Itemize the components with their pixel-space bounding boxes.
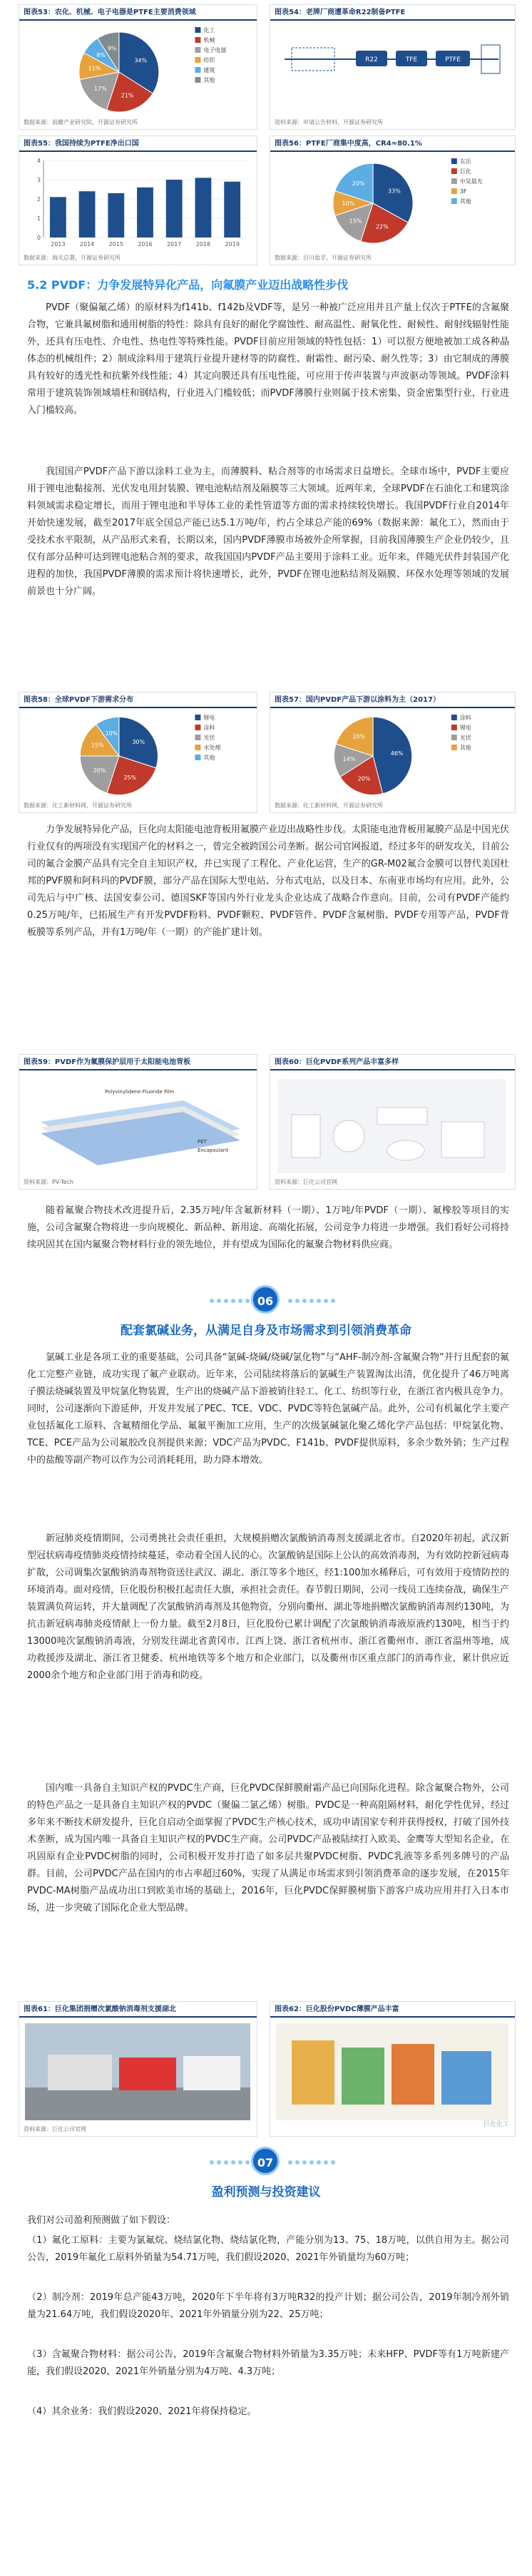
section-heading: 5.2 PVDF：力争发展特异化产品，向氟膜产业迈出战略性步伐 [27,278,349,292]
bar [195,178,212,237]
legend-swatch [195,745,200,750]
donation-trucks-photo [19,2019,257,2126]
pie-chart-ptfe-share [270,153,515,253]
pie-chart-pvdf-china [270,710,515,802]
slice-value-label: 20% [93,767,106,774]
legend-swatch [195,67,200,73]
figure-61 [19,2001,257,2137]
legend-swatch [451,188,457,194]
figure-59 [19,1054,257,1190]
legend-label: 化工 [203,27,215,34]
bar [50,197,66,237]
figure-53 [19,4,257,130]
paragraph: 新冠肺炎疫情期间，公司勇挑社会责任重担，大规模捐赠次氯酸钠消毒剂支援湖北省市。自2020年初起，武汉新型冠状病毒疫情肺炎疫情持续蔓延，牵动着全国人民的心。次氯酸钠是国际上公认的高效消毒剂，为有效防控新冠病毒扩散，公司调集次氯酸钠消毒剂物资送往武汉、湖北、浙江等多个地区，经1:100加水稀释后，可有效用于疫情防控的环境消毒。面对疫情，巨化股份积极扛起责任大旗，承担社会责任。春节假日期间，公司一线员工连续奋战，确保生产装置满负荷运转，并大量调配了次氯酸钠消毒剂及其他物资，分别向衢州、湖北等地捐赠次氯酸钠消毒剂约130吨，为抗击新冠病毒肺炎疫情献上一份力量。截至2月8日，巨化股份已累计调配了次氯酸钠消毒液原液约130吨，相当于约13000吨次氯酸钠消毒液，分别发往湖北省黄冈市、江西上饶、浙江省杭州市、浙江省衢州市、浙江省温州等地，成功救援涉及湖北、浙江省卫健委、杭州地铁等多个地方和企业部门，以及衢州市区重点部门的消毒作业，累计供应近2000余个地方和企业部门用于消毒和防疫。 [27,1533,510,1681]
legend-label: 其他 [203,755,215,761]
legend-label: 其他 [203,77,215,83]
legend-label: 中昊晨光 [459,178,483,185]
legend-swatch [195,37,200,43]
bar [224,182,240,237]
figure-title: 图表55：我国持续为PTFE净出口国 [24,140,139,148]
legend-swatch [451,745,457,750]
legend-label: 其他 [459,745,471,751]
bar [108,193,124,237]
legend-label: 其他 [459,198,471,205]
x-tick-label: 2019 [225,241,240,247]
figure-source: 资料来源：巨化公司官网 [24,2126,86,2132]
bar [166,180,183,237]
bar [137,188,153,237]
figure-56 [270,136,516,265]
figure-title: 图表54：老牌厂商遭革命R22制备PTFE [275,9,406,16]
figure-60 [270,1054,516,1190]
y-tick-label: 0 [36,235,41,241]
figure-source: 数据来源：化工新材料网，开源证券研究所 [24,802,132,809]
bar [79,191,96,237]
figure-title: 图表53：农化、机械、电子电器是PTFE主要消费领域 [24,9,196,16]
y-tick-label: 1 [36,215,41,222]
figure-source: 数据来源：化工新材料网，开源证券研究所 [275,802,383,809]
figure-55 [19,136,257,265]
layer-label: PET [198,1139,207,1145]
legend-swatch [451,735,457,740]
slice-value-label: 11% [88,65,101,72]
paragraph: 随着氟聚合物技术改进提升后，2.35万吨/年含氟新材料（一期）、1万吨/年PVDF（一期）、氟橡胶等项目的实施，公司含氟聚合物将进一步向规模化、新品种、新用途、高端化拓展，公司竞争力将进一步增强。我们看好公司将持续巩固其在国内氟聚合物材料行业的领先地位，并有望成为国际化的氟聚合物材料供应商。 [27,1205,510,1250]
assumption-item: （1）氟化工原料：主要为氯氟烷、烧结氯化物、烧结氯化物，产能分别为13、75、18万吨，以供自用为主。据公司公告，2019年氟化工原料外销量为54.71万吨，我们假设2020、2021年外销量均为60万吨； [27,2235,509,2263]
slice-value-label: 9% [107,45,117,52]
legend-label: 巨化 [459,168,471,175]
figure-source: 资料来源：巨化公司官网 [275,1179,337,1185]
legend-label: 锂电 [459,725,471,731]
step-label: PTFE [445,56,461,63]
legend-label: 光伏 [203,735,215,741]
slice-value-label: 10% [342,200,355,207]
assumption-item: （2）制冷剂：2019年总产能43万吨，2020年下半年将有3万吨R32的投产计划；据公司公告，2019年制冷剂外销量为21.64万吨，我们假设2020年、2021年外销量分别为22、25万吨； [27,2292,509,2320]
figure-source: 数据来源：百川盈孚，开源证券研究所 [275,255,372,261]
section-decoration [210,2160,257,2164]
pvdc-film-products-photo [270,2019,515,2126]
slice-value-label: 20% [352,733,366,740]
x-tick-label: 2014 [79,241,95,247]
legend-swatch [195,27,200,33]
bar-chart-ptfe-export [19,153,257,253]
legend-swatch [195,77,200,83]
legend-swatch [195,725,200,730]
step-label: TFE [405,56,418,63]
legend-label: 涂料 [203,725,215,731]
figure-title: 图表60：巨化PVDF系列产品丰富多样 [275,1058,399,1066]
slice-value-label: 46% [390,750,404,757]
pie-chart-pvdf-global [19,710,257,802]
y-tick-label: 4 [36,158,41,164]
legend-label: 涂料 [459,715,471,721]
paragraph: 氯碱工业是各项工业的重要基础，公司具备“氯碱-烧碱/烧碱/氯化物”与“AHF-制冷剂-含氟聚合物”并行且配套的氟化工完整产业链，成功实现了氟产业联动。近年来，公司陆续将落后的氯碱生产装置淘汰出清，优化提升了46万吨离子膜法烧碱装置及甲烷氯化物装置，生产出的烧碱产品下游被销往轻工、化工、纺织等行业，在浙江省内极具竞争力。同时，公司逐渐向下游延伸，开发并发展了PEC、TCE、VDC、PVDC等特色氯碱产品。此外，公司有机氟化学主要产业包括氟化工原料、含氟精细化学品、氟氟平衡加工应用，生产的次级氯碱氯化聚乙烯化学产品包括：甲烷氯化物、TCE、PCE产品为公司氟胶改良剂提供来源；VDC产品为PVDC、F141b、PVDF提供原料，多余少数外销；生产过程中的盐酸等副产物可以作为公司消耗耗用，助力降本增效。 [27,1352,510,1466]
figure-58 [19,692,257,813]
assumption-item: （3）含氟聚合物材料：据公司公告，2019年含氟聚合物材料外销量为3.35万吨；未来HFP、PVDF等有1万吨新建产能，我们假设2020、2021年外销量分别为4万吨、4.3万吨； [27,2349,509,2377]
section-decoration [288,1299,335,1303]
figure-62 [270,2001,516,2137]
legend-swatch [195,715,200,720]
backsheet-layers-diagram [19,1072,257,1179]
figure-source: 资料来源：PV-Tech [24,1179,73,1185]
slice-value-label: 8% [96,52,106,59]
legend-label: 机械 [203,37,215,44]
legend-swatch [451,178,457,184]
section-decoration [288,2160,335,2164]
legend-swatch [451,725,457,730]
paragraph: PVDF（聚偏氟乙烯）的原材料为f141b、f142b及VDF等，是另一种被广泛应用并且产量上仅次于PTFE的含氟聚合物，它兼具氟树脂和通用树脂的特性：除具有良好的耐化学腐蚀性、耐高温性、耐氧化性、耐候性、耐射线辐射性能外，还具有压电性、介电性、热电性等特殊性能。PVDF目前应用领域的特性包括：1）可以很方便地被加工成各种晶体态的机械组件；2）制成涂料用于建筑行业提升建材等的防腐性、耐霜性、耐污染、耐久性等；3）由它制成的薄膜具有较好的透光性和抗紫外线性能；4）其定向膜还具有压电性能，可应用于传声装置与声波驱动等领域。PVDF涂料常用于建筑装饰领域墙柱和钢结构，行业进入门槛较低；而PVDF薄膜行业则属于技术密集、资金密集型行业，行业进入门槛较高。 [27,302,510,416]
legend-label: 水处理 [203,745,221,751]
figure-title: 图表61：巨化集团捐赠次氯酸钠消毒剂支援湖北 [24,2005,176,2013]
legend-label: 锂电 [203,715,215,721]
figure-title: 图表62：巨化股份PVDC薄膜产品丰富 [275,2005,399,2013]
slice-value-label: 20% [352,180,365,187]
legend-swatch [451,715,457,720]
slice-value-label: 20% [357,775,371,782]
legend-swatch [451,158,457,164]
paragraph: 我们对公司盈利预测做了如下假设： [27,2215,176,2226]
figure-source: 数据来源：前瞻产业研究院，开源证券研究所 [24,119,138,126]
figure-source: 数据来源：海关总署，开源证券研究所 [24,255,121,261]
figure-source: 资料来源：申请公告材料，开源证券研究所 [275,119,383,126]
legend-label: 纺织 [203,57,215,63]
legend-swatch [451,168,457,174]
slice-value-label: 33% [388,188,401,195]
slice-value-label: 15% [349,218,362,225]
slice-value-label: 17% [93,85,107,92]
slice-value-label: 10% [105,730,118,737]
layer-label: Polyvinylidene Fluoride Film [105,1089,175,1095]
legend-label: 光伏 [459,735,471,741]
y-tick-label: 2 [36,196,41,203]
assumption-item: （4）其余业务：我们假设2020、2021年将保持稳定。 [27,2406,257,2417]
layer-label: Encapsulant [198,1148,228,1153]
x-tick-label: 2017 [167,241,182,247]
x-tick-label: 2018 [195,241,211,247]
figure-57 [270,692,516,813]
slice-value-label: 22% [375,223,389,230]
x-tick-label: 2015 [108,241,123,247]
figure-54 [270,4,516,130]
figure-title: 图表57：国内PVDF产品下游以涂料为主（2017） [275,696,440,704]
slice-value-label: 34% [134,57,148,64]
pie-chart-ptfe-demand [19,22,257,122]
legend-swatch [195,57,200,63]
watermark: 巨化化工 [483,2121,509,2128]
section-title: 配套氯碱业务，从满足自身及市场需求到引领消费革命 [121,1324,411,1338]
paragraph: 国内唯一具备自主知识产权的PVDC生产商，巨化PVDC保鲜膜耐霜产品已向国际化进程。除含氟聚合物外，公司的特色产品之一是具备自主知识产权的PVDC（聚偏二氯乙烯）树脂。PVDC是一种高阻隔材料，耐化学性优异，经过多年来不断技术研发提升，巨化自启动全面掌握了PVDC生产核心技术，成功申请国家专利并获得授权，打破了国外技术垄断，成为国内唯一具备自主知识产权的PVDC生产商。公司PVDC产品被陆续打入欧美、金鹰等大型知名企业，在巩固原有企业PVDC树脂的同时，公司积极开发并打造了如多层共聚PVDC树脂、PVDC乳液等多系列多牌号的产品群。目前，公司PVDC产品在国内的市占率超过60%，实现了从满足市场需求到引领消费革命的逐步发展，在2015年PVDC-MA树脂产品成功出口到欧美市场的基础上，2016年，巨化PVDC保鲜膜树脂下游客户成功应用并打入日本市场，进一步突破了国际化企业大型品牌。 [27,1783,509,1913]
figure-title: 图表56：PTFE厂商集中度高，CR4≈80.1% [275,140,422,148]
pvdf-products-photo [270,1072,515,1179]
legend-label: 建筑 [203,67,215,73]
x-tick-label: 2016 [138,241,153,247]
section-number: 07 [251,2147,280,2175]
slice-value-label: 14% [342,756,356,763]
legend-swatch [195,735,200,740]
slice-value-label: 21% [121,92,134,99]
legend-swatch [195,47,200,53]
legend-swatch [195,755,200,760]
figure-title: 图表59：PVDF作为氟膜保护层用于太阳能电池背板 [24,1058,191,1066]
y-tick-label: 3 [36,177,41,183]
legend-label: 3F [459,188,467,195]
legend-swatch [451,198,457,204]
process-diagram [270,26,515,112]
slice-value-label: 25% [123,775,137,782]
slice-value-label: 30% [132,739,145,746]
section-number: 06 [251,1285,280,1314]
figure-title: 图表58：全球PVDF下游需求分布 [24,696,134,704]
step-label: R22 [365,56,378,63]
section-title: 盈利预测与投资建议 [211,2185,321,2199]
slice-value-label: 15% [91,742,104,749]
paragraph: 我国国产PVDF产品下游以涂料工业为主，而薄膜料、粘合剂等的市场需求日益增长。全球市场中，PVDF主要应用于锂电池黏接剂、光伏发电用封装膜、锂电池粘结剂及隔膜等三大领域。近两年来，全球PVDF在石油化工和建筑涂料领域需求稳定增长，而用于锂电池和半导体工业的柔性管道等方面的需求持续较快增长。我国PVDF行业自2014年开始快速发展，截至2017年底全国总产能已达5.1万吨/年，约占全球总产能的69%（数据来源：氟化工），然而由于受技术水平限制，从产品形式来看，长期以来，国内PVDF薄膜市场被外企所掌握，目前我国薄膜生产企业仍较少，且仅有部分品种可达到锂电池粘合剂的要求，故我国国内PVDF产品主要用于涂料工业。近年来，伴随光伏件封装国产化进程的加快，我国PVDF薄膜的需求预计将快速增长，此外，PVDF在锂电池粘结剂及隔膜、环保水处理等领域的发展前景也十分广阔。 [27,466,509,597]
x-tick-label: 2013 [51,241,66,247]
section-decoration [210,1299,257,1303]
legend-label: 东岳 [459,158,471,165]
legend-label: 电子电器 [203,47,227,53]
paragraph: 力争发展特异化产品，巨化向太阳能电池背板用氟膜产业迈出战略性步伐。太阳能电池背板用氟膜产品是中国光伏行业仅有的两项没有实现国产化的材料之一，曾完全被跨国公司垄断。据公司官网报道，经过多年的研发攻关，目前公司的氟合金膜产品具有完全自主知识产权，并已实现了工程化、产业化运营，生产的GR-M02氟合金膜可以替代美国杜邦的PVF膜和阿科玛的PVDF膜，部分产品在国际大型电站、分布式电站，以及日本、东南亚市场均有应用。此外，公司先后与中广核、法国安泰公司、德国SKF等国内外行业龙头企业达成了战略合作意向。目前，公司有PVDF产能约0.25万吨/年，已拓展生产有开发PVDF粉料、PVDF颗粒、PVDF管件、PVDF含氟树脂、PVDF专用等产品，PVDF背板膜等系列产品，并有1万吨/年（一期）的产能扩建计划。 [27,824,510,938]
